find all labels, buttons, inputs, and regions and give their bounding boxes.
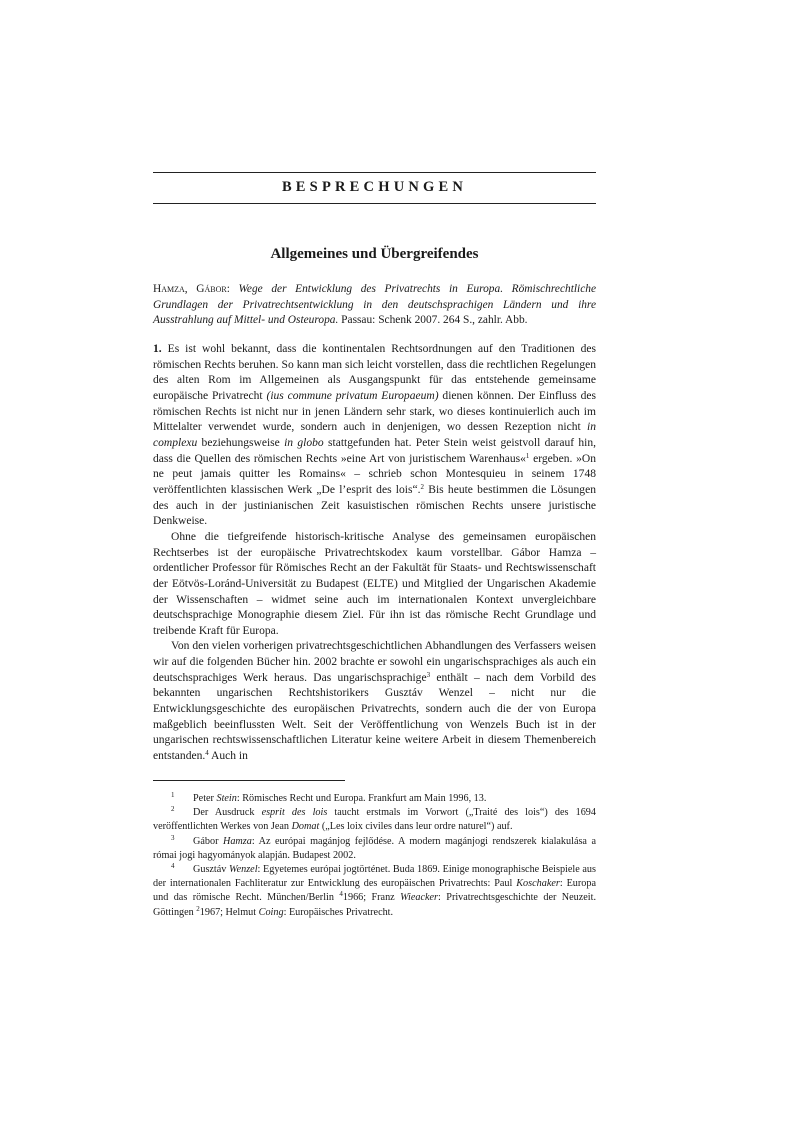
paragraph-text: Auch in xyxy=(208,750,248,763)
paragraph-text: stattgefunden hat. Peter Stein weist geistvoll darauf hin, dass die Quellen des römischen Rechts »eine Art von juristischem Warenhaus« xyxy=(153,436,597,465)
book-citation: Hamza, Gábor: Wege der Entwicklung des Privatrechts in Europa. Römischrechtliche Grundlagen der Privatrechtsentwicklung in den deutschsprachigen Ländern und ihre Ausstrahlung auf Mittel- und Osteuropa. Passau: Schenk 2007. 264 S., zahlr. Abb. xyxy=(153,283,596,327)
footnote-text: Der Ausdruck xyxy=(193,807,262,819)
author-name: Domat xyxy=(291,821,320,833)
footnote-4 xyxy=(153,863,596,920)
footnote-number: 4 xyxy=(171,862,175,871)
paragraph-text: dienen können. Der Einfluss des römischen Rechts ist nicht nur in jenen Ländern sehr stark, wo dieses kontinuierlich auch im Mittelalter verwendet wurde, sondern auch in denjenigen, wo dessen Rezeption nicht xyxy=(153,389,596,434)
author-name: Koschaker xyxy=(516,878,560,890)
footnote-text: : Az európai magánjog fejlődése. A modern magánjogi rendszerek kialakulása a római jogi hagyományok alapján. Budapest 2002. xyxy=(153,835,596,861)
footnote-1 xyxy=(153,792,596,806)
paragraph-3 xyxy=(153,639,596,764)
author-name: Hamza xyxy=(222,835,252,847)
latin-term: in complexu xyxy=(153,421,596,449)
footnote-number: 2 xyxy=(171,805,175,814)
publication-info: Passau: Schenk 2007. 264 S., zahlr. Abb. xyxy=(341,314,528,327)
footnote-text: : Egyetemes európai jogtörténet. Buda 1869. Einige monographische Beispiele aus der internationalen Fachliteratur zur Entwicklung des europäischen Privatrechts: Paul xyxy=(153,864,596,890)
book-title: Wege der Entwicklung des Privatrechts in Europa. Römischrechtliche Grundlagen der Privatrechtsentwicklung in den deutschsprachigen Ländern und ihre Ausstrahlung auf Mittel- und Osteuropa. xyxy=(153,283,596,327)
header-rule-bottom xyxy=(153,203,596,204)
footnote-ref-4[interactable]: 4 xyxy=(205,749,209,758)
paragraph-text: Es ist wohl bekannt, dass die kontinentalen Rechtsordnungen auf den Traditionen des römischen Rechts beruhen. So kann man sich leicht vorstellen, dass die rechtlichen Regelungen des alten Rom im Allgemeinen als Ausgangspunkt für das entstehende gemeinsame europäische Privatrecht xyxy=(153,343,596,402)
footnote-text: Gábor xyxy=(193,835,223,847)
footnote-ref-1[interactable]: 1 xyxy=(525,451,530,460)
author-name: Wieacker xyxy=(400,892,439,904)
paragraph-text: beziehungsweise xyxy=(197,436,285,449)
footnote-text: 1967; Helmut xyxy=(199,906,259,918)
latin-term: in globo xyxy=(284,436,324,449)
article-title: Allgemeines und Übergreifendes xyxy=(270,246,479,262)
latin-term: (ius commune privatum Europaeum) xyxy=(266,389,439,402)
footnote-text: : Europa und das römische Recht. München/Berlin xyxy=(153,878,596,904)
footnote-text: : Privatrechtsgeschichte der Neuzeit. Göttingen xyxy=(153,892,596,918)
footnote-3 xyxy=(153,835,596,863)
footnote-ref-3[interactable]: 3 xyxy=(426,670,431,679)
edition-number: 4 xyxy=(339,890,343,899)
author-given-name: Gábor xyxy=(196,283,227,295)
footnote-text: : Europäisches Privatrecht. xyxy=(283,906,394,918)
footnote-number: 3 xyxy=(171,833,175,842)
author-name: Wenzel xyxy=(229,864,258,876)
footnote-text: Gusztáv xyxy=(193,864,230,876)
footnote-text: („Les loix civiles dans leur ordre naturel“) auf. xyxy=(319,821,513,833)
paragraph-text: Von den vielen vorherigen privatrechtsgeschichtlichen Abhandlungen des Verfassers weisen wir auf die folgenden Bücher hin. 2002 brachte er sowohl ein ungarischsprachiges als auch ein deutschsprachiges Werk heraus. Das ungarischsprachige xyxy=(153,640,596,684)
paragraph-text: enthält – nach dem Vorbild des bekannten ungarischen Rechtshistorikers Gusztáv Wenzel – nicht nur die Entwicklungsgeschichte des europäischen Privatrechts, sondern auch die der von Europa maßgeblich beeinflussten Welt. Seit der Veröffentlichung von Wenzels Buch ist in der ungarischen rechtswissenschaftlichen Literatur keine weitere Arbeit in diesem Themenbereich entstanden. xyxy=(153,671,596,763)
author-surname: Hamza xyxy=(153,283,185,295)
paragraph-1 xyxy=(153,342,596,530)
author-name: Stein xyxy=(216,793,237,804)
header-rule-top xyxy=(153,172,596,173)
paragraph-text: ergeben. »On ne peut jamais quitter les Romains« – schrieb schon Montesquieu in seinem 1748 veröffentlichten klassischen Werk „De l’esprit des lois“. xyxy=(153,452,596,496)
footnote-separator xyxy=(153,780,345,781)
footnote-number: 1 xyxy=(171,791,175,799)
review-body xyxy=(153,342,596,765)
paragraph-2: Ohne die tiefgreifende historisch-kritische Analyse des gemeinsamen europäischen Rechtserbes ist der europäische Privatrechtskodex kaum vorstellbar. Gábor Hamza – ordentlicher Professor für Römisches Recht an der Fakultät für Staats- und Rechtswissenschaft der Eötvös-Loránd-Universität zu Budapest (ELTE) und Mitglied der Ungarischen Akademie der Wissenschaften – widmet seine auch im internationalen Kontext unvergleichbare deutschsprachige Monographie diesem Ziel. Für ihn ist das römische Recht Grundlage und treibende Kraft für Europa. xyxy=(153,530,596,637)
footnote-text: 1966; Franz xyxy=(342,892,401,904)
author-name: Coing xyxy=(258,906,284,918)
footnote-text: : Römisches Recht und Europa. Frankfurt am Main 1996, 13. xyxy=(236,793,487,804)
paragraph-number: 1. xyxy=(153,343,162,355)
paragraph-text: Bis heute bestimmen die Lösungen des auch in der justinianischen Zeit kasuistischen römischen Rechts unsere juristische Denkweise. xyxy=(153,483,596,528)
section-heading: BESPRECHUNGEN xyxy=(281,179,468,195)
footnote-ref-2[interactable]: 2 xyxy=(420,482,425,491)
edition-number: 2 xyxy=(196,904,200,913)
footnotes xyxy=(153,792,596,920)
footnote-text: Peter xyxy=(193,793,217,804)
italic-term: esprit des lois xyxy=(261,807,328,819)
footnote-2 xyxy=(153,806,596,834)
footnote-text: taucht erstmals im Vorwort („Traité des lois“) des 1694 veröffentlichten Werkes von Jean xyxy=(153,807,596,833)
